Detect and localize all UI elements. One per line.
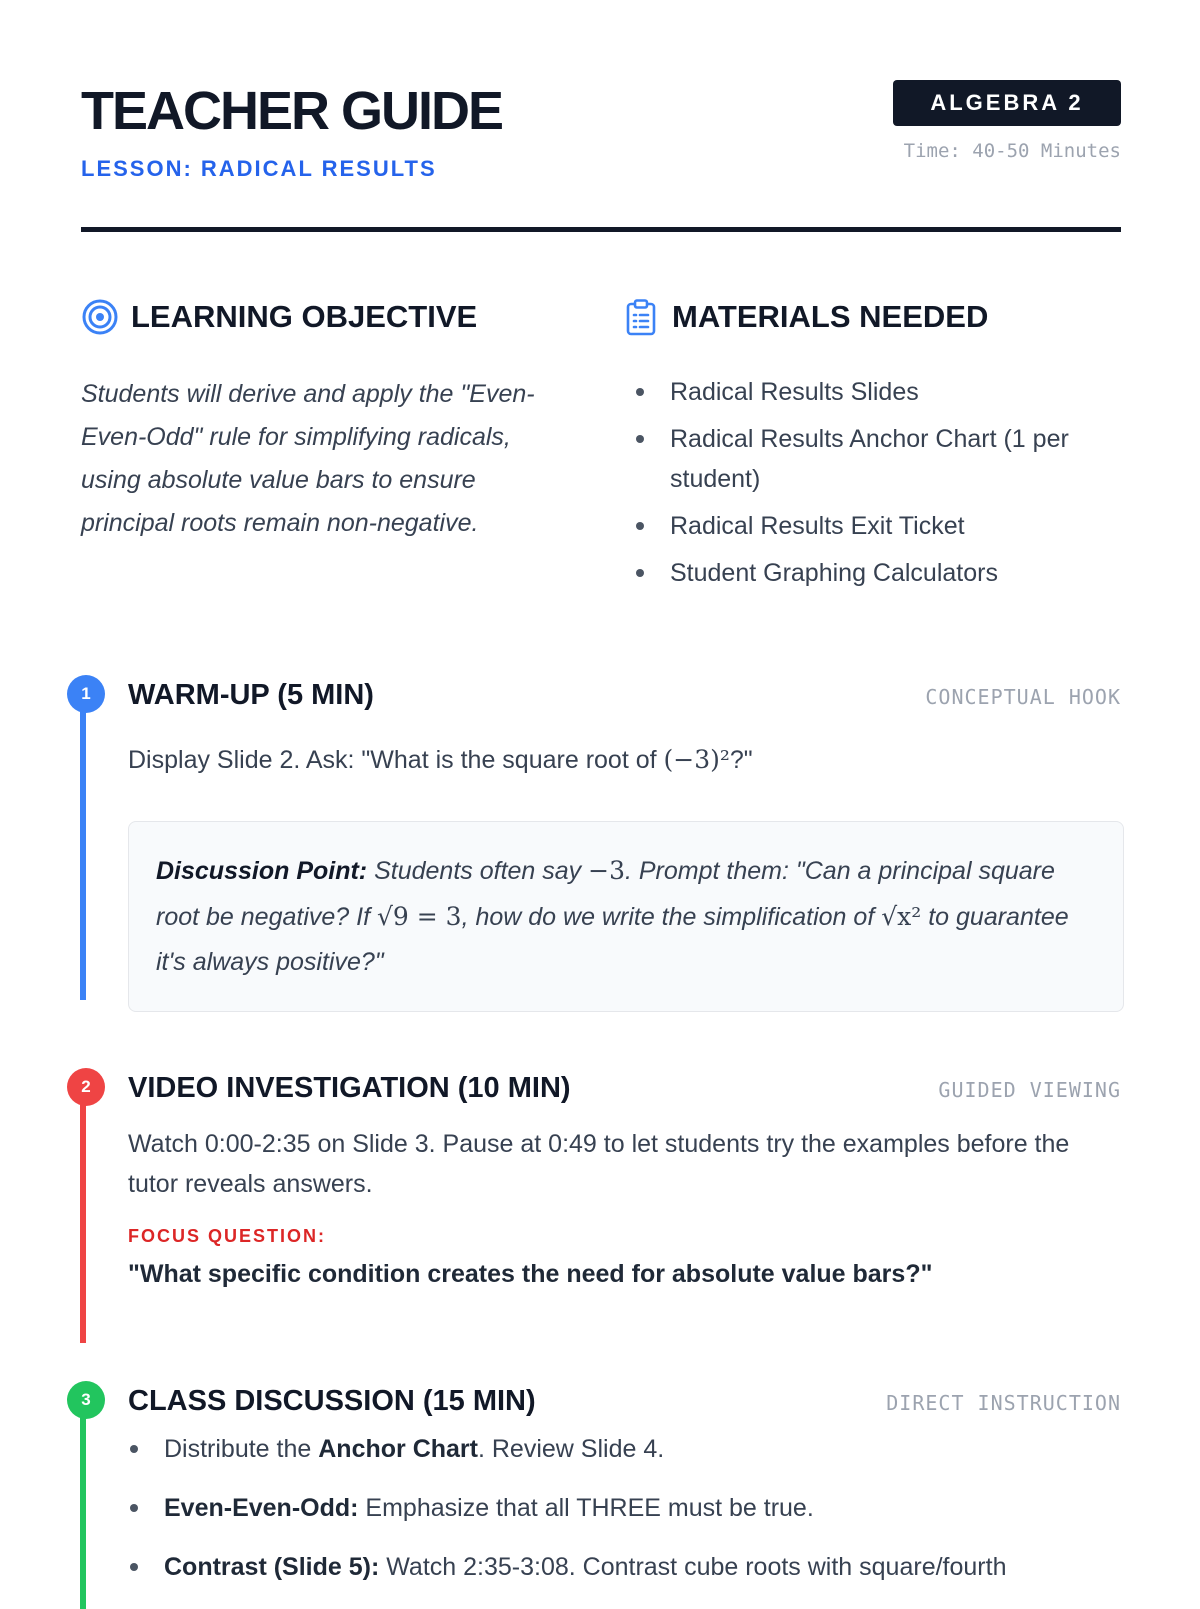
list-item: Radical Results Exit Ticket: [634, 506, 1121, 546]
list-item: [128, 1547, 1121, 1587]
list-item: Radical Results Anchor Chart (1 per student): [634, 419, 1121, 499]
materials-heading-label: MATERIALS NEEDED: [672, 299, 989, 334]
bullet-text: Distribute the: [164, 1435, 319, 1463]
subject-badge: ALGEBRA 2: [893, 80, 1121, 126]
target-icon: [81, 298, 119, 336]
discussion-text: Students often say: [367, 857, 589, 885]
math-expression: (−3)²: [663, 745, 730, 774]
step-instructions-text: ?": [729, 746, 753, 774]
bullet-bold-text: Contrast (Slide 5):: [164, 1553, 380, 1581]
focus-question: "What specific condition creates the need for absolute value bars?": [128, 1260, 933, 1288]
discussion-text: , how do we write the simplification of: [461, 903, 882, 931]
discussion-bullets: [128, 1429, 1121, 1606]
step-timeline-line: [80, 703, 86, 1000]
objective-heading: [81, 298, 477, 336]
list-item: Radical Results Slides: [634, 372, 1121, 412]
header-divider: [81, 227, 1121, 232]
step-title: CLASS DISCUSSION (15 MIN): [128, 1385, 536, 1417]
page-title: TEACHER GUIDE: [81, 81, 503, 141]
step-timeline-line: [80, 1409, 86, 1609]
step-instructions: Watch 0:00-2:35 on Slide 3. Pause at 0:49 to let students try the examples before the tutor reveals answers.: [128, 1130, 1070, 1198]
step-number-badge: 2: [67, 1068, 105, 1106]
bullet-text: Emphasize that all THREE must be true.: [358, 1494, 814, 1522]
time-label: Time: 40-50 Minutes: [903, 140, 1121, 162]
objective-text: Students will derive and apply the "Even-Even-Odd" rule for simplifying radicals, using absolute value bars to ensure principal roots remain non-negative.: [81, 380, 535, 537]
step-tag: CONCEPTUAL HOOK: [925, 685, 1121, 709]
step-number-badge: 1: [67, 675, 105, 713]
step-instructions-text: Display Slide 2. Ask: "What is the square root of: [128, 746, 664, 774]
objective-heading-label: LEARNING OBJECTIVE: [131, 299, 478, 334]
step-tag: DIRECT INSTRUCTION: [886, 1391, 1121, 1415]
step-number-badge: 3: [67, 1381, 105, 1419]
bullet-bold-text: Anchor Chart: [318, 1435, 478, 1463]
teacher-guide-page: [81, 0, 1121, 1600]
discussion-label: Discussion Point:: [156, 857, 368, 885]
math-expression: √9 = 3: [376, 902, 462, 931]
discussion-callout: [128, 821, 1124, 1012]
step-timeline-line: [80, 1096, 86, 1343]
step-warm-up: [81, 675, 1121, 1005]
math-expression: √x²: [881, 902, 922, 931]
step-title: VIDEO INVESTIGATION (10 MIN): [128, 1072, 571, 1104]
step-class-discussion: [81, 1381, 1121, 1600]
focus-question-label: FOCUS QUESTION:: [128, 1226, 327, 1246]
list-item: [128, 1429, 1121, 1469]
lesson-subtitle: LESSON: RADICAL RESULTS: [81, 156, 437, 181]
list-item: Student Graphing Calculators: [634, 553, 1121, 593]
bullet-text: Watch 2:35-3:08. Contrast cube roots with square/fourth: [379, 1553, 1007, 1581]
step-video-investigation: [81, 1068, 1121, 1328]
materials-list: [634, 372, 1121, 600]
list-item: [128, 1488, 1121, 1528]
bullet-bold-text: Even-Even-Odd:: [164, 1494, 359, 1522]
discussion-text: . Prompt them: "Can a principal square root be negative? If: [156, 857, 1055, 931]
step-title: WARM-UP (5 MIN): [128, 679, 374, 711]
clipboard-icon: [622, 298, 660, 336]
step-instructions: [128, 740, 1121, 780]
discussion-text: to guarantee it's always positive?": [156, 903, 1069, 976]
bullet-text: . Review Slide 4.: [477, 1435, 665, 1463]
materials-heading: [622, 298, 988, 336]
step-tag: GUIDED VIEWING: [938, 1078, 1121, 1102]
math-expression: −3: [588, 856, 625, 885]
